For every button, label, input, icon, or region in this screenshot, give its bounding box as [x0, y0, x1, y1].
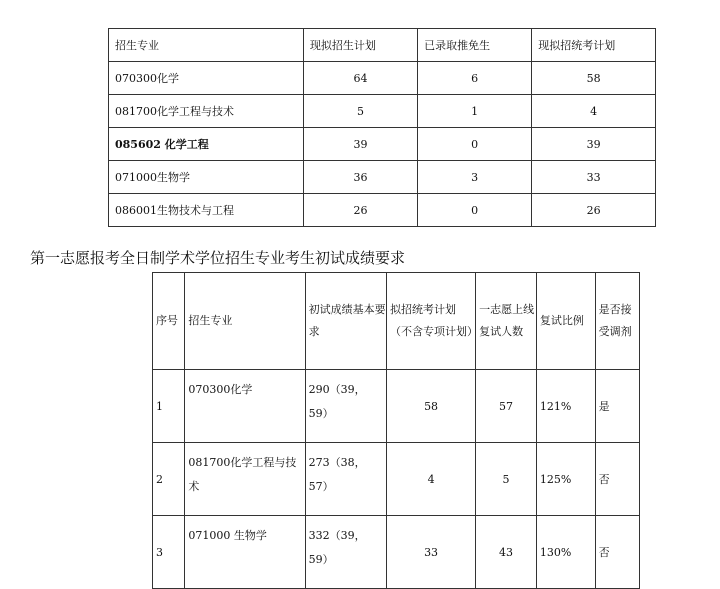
cell-index: 3	[153, 516, 185, 589]
header-exam-plan: 现拟招统考计划	[532, 29, 656, 62]
header-index: 序号	[153, 273, 185, 370]
score-requirement-table	[152, 272, 640, 589]
cell-plan: 39	[303, 128, 417, 161]
cell-score: 273（38，57）	[305, 443, 386, 516]
cell-plan: 36	[303, 161, 417, 194]
table-row	[109, 128, 656, 161]
table-row	[109, 161, 656, 194]
cell-count: 5	[476, 443, 537, 516]
cell-exam-plan: 39	[532, 128, 656, 161]
header-plan: 拟招统考计划（不含专项计划）	[387, 273, 476, 370]
table-row	[153, 443, 640, 516]
cell-plan: 5	[303, 95, 417, 128]
table-row	[109, 95, 656, 128]
header-score: 初试成绩基本要求	[305, 273, 386, 370]
cell-plan: 64	[303, 62, 417, 95]
header-recommended: 已录取推免生	[418, 29, 532, 62]
section-title: 第一志愿报考全日制学术学位招生专业考生初试成绩要求	[30, 249, 406, 267]
table-row	[153, 370, 640, 443]
cell-major: 086001生物技术与工程	[109, 194, 304, 227]
cell-plan: 26	[303, 194, 417, 227]
cell-adjust: 否	[595, 443, 639, 516]
cell-recommended: 6	[418, 62, 532, 95]
cell-score: 290（39，59）	[305, 370, 386, 443]
cell-exam-plan: 58	[532, 62, 656, 95]
cell-major: 070300化学	[185, 370, 305, 443]
cell-index: 2	[153, 443, 185, 516]
header-ratio: 复试比例	[536, 273, 595, 370]
cell-recommended: 0	[418, 194, 532, 227]
cell-major: 081700化学工程与技术	[185, 443, 305, 516]
cell-count: 57	[476, 370, 537, 443]
cell-plan: 4	[387, 443, 476, 516]
cell-score: 332（39，59）	[305, 516, 386, 589]
table-row	[109, 194, 656, 227]
cell-major: 071000生物学	[109, 161, 304, 194]
cell-plan: 33	[387, 516, 476, 589]
cell-major: 070300化学	[109, 62, 304, 95]
cell-adjust: 是	[595, 370, 639, 443]
header-plan: 现拟招生计划	[303, 29, 417, 62]
cell-recommended: 3	[418, 161, 532, 194]
table-row	[153, 516, 640, 589]
enrollment-plan-table	[108, 28, 656, 227]
cell-major: 085602 化学工程	[109, 128, 304, 161]
cell-plan: 58	[387, 370, 476, 443]
table-row	[109, 62, 656, 95]
cell-major: 081700化学工程与技术	[109, 95, 304, 128]
cell-recommended: 0	[418, 128, 532, 161]
cell-index: 1	[153, 370, 185, 443]
header-major: 招生专业	[109, 29, 304, 62]
cell-exam-plan: 33	[532, 161, 656, 194]
cell-ratio: 125%	[536, 443, 595, 516]
header-count: 一志愿上线复试人数	[476, 273, 537, 370]
table-header-row	[153, 273, 640, 370]
cell-ratio: 121%	[536, 370, 595, 443]
cell-count: 43	[476, 516, 537, 589]
header-adjust: 是否接受调剂	[595, 273, 639, 370]
cell-exam-plan: 26	[532, 194, 656, 227]
cell-adjust: 否	[595, 516, 639, 589]
table-header-row	[109, 29, 656, 62]
cell-ratio: 130%	[536, 516, 595, 589]
header-major: 招生专业	[185, 273, 305, 370]
cell-major: 071000 生物学	[185, 516, 305, 589]
cell-recommended: 1	[418, 95, 532, 128]
cell-exam-plan: 4	[532, 95, 656, 128]
